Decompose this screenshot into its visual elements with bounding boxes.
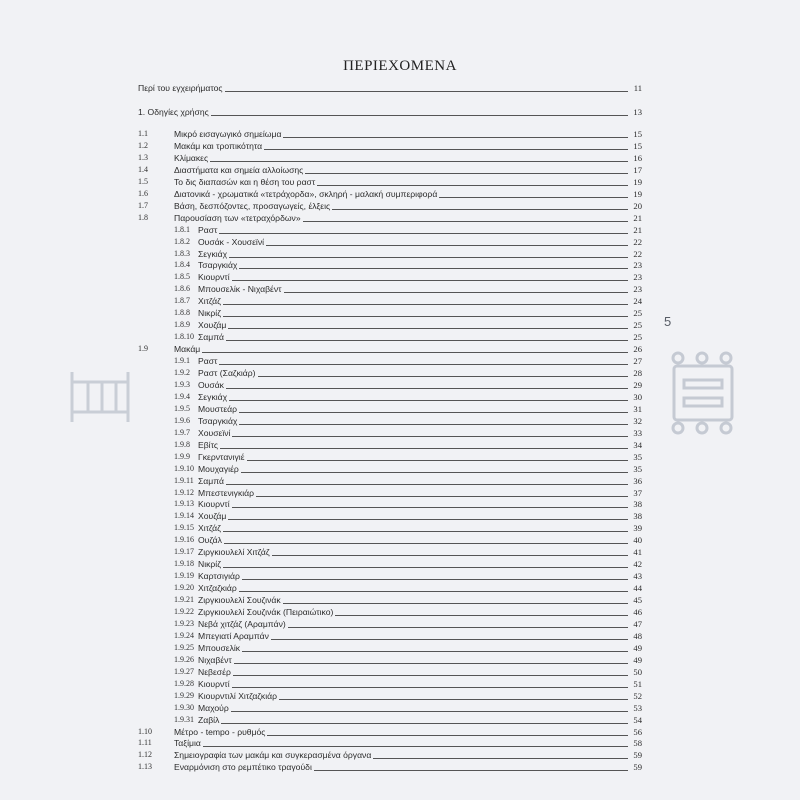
- toc-entry-title: 1. Οδηγίες χρήσης: [138, 107, 209, 117]
- toc-entry: [138, 224, 642, 236]
- toc-entry-number: 1.9.13: [174, 499, 194, 509]
- toc-entry-title: Ουσάκ: [198, 379, 224, 390]
- toc-entry-number: 1.9.29: [174, 690, 194, 700]
- toc-leader-line: [198, 388, 628, 389]
- toc-entry-title: Ταξίμια: [174, 738, 201, 749]
- toc-entry-number: 1.11: [138, 738, 152, 748]
- toc-entry-title: Καρτσιγιάρ: [198, 571, 240, 582]
- toc-entry-page: 32: [633, 415, 642, 426]
- toc-entry-number: 1.8.2: [174, 236, 190, 246]
- toc-entry-page: 36: [633, 475, 642, 486]
- toc-entry-page: 30: [633, 391, 642, 402]
- toc-entry: [138, 570, 642, 582]
- toc-entry-page: 34: [633, 439, 642, 450]
- toc-entry: [138, 475, 642, 487]
- toc-entry-title: Ζιργκιουλελί Σουζινάκ: [198, 595, 281, 606]
- toc-entry-number: 1.9.9: [174, 451, 190, 461]
- toc-entry-number: 1.7: [138, 200, 148, 210]
- toc-entry-number: 1.9.18: [174, 559, 194, 569]
- toc-entry: [138, 678, 642, 690]
- toc-entry-title: Χουσεϊνί: [198, 427, 231, 438]
- toc-entry-title: Εβίτς: [198, 439, 218, 450]
- toc-entry-number: 1.8.3: [174, 248, 190, 258]
- toc-entry-page: 28: [633, 368, 642, 378]
- toc-entry: [138, 558, 642, 570]
- toc-entry: [138, 415, 642, 427]
- toc-entry: [138, 248, 642, 260]
- toc-entry-number: 1.9.6: [174, 415, 190, 425]
- toc-entry-number: 1.9.1: [174, 356, 190, 366]
- toc-entry: [138, 212, 642, 224]
- toc-entry-page: 58: [633, 738, 642, 749]
- toc-entry-page: 59: [633, 762, 642, 773]
- toc-entry: [138, 140, 642, 152]
- toc-entry: [138, 606, 642, 618]
- toc-entry: [138, 391, 642, 403]
- toc-entry-title: Κιουρντί: [198, 678, 230, 689]
- toc-entry-title: Κιουρντιλί Χιτζαζκιάρ: [198, 690, 277, 701]
- toc-entry-page: 49: [633, 642, 642, 653]
- toc-entry: [138, 200, 642, 212]
- toc-entry-number: 1.8.6: [174, 284, 190, 294]
- toc-entry-page: 21: [633, 224, 642, 235]
- toc-leader-line: [198, 400, 628, 401]
- toc-entry-title: Χουζάμ: [198, 511, 227, 522]
- toc-entry-title: Χιτζάζ: [198, 296, 221, 307]
- toc-entry-title: Νεβά χιτζάζ (Αραμπάν): [198, 618, 286, 629]
- toc-entry-number: 1.9.10: [174, 463, 194, 473]
- toc-entry-title: Ζαβίλ: [198, 714, 220, 725]
- toc-entry-number: 1.4: [138, 164, 148, 174]
- toc-entry: [138, 319, 642, 331]
- toc-entry: [138, 534, 642, 546]
- toc-entry-title: Μουστεάρ: [198, 403, 238, 414]
- toc-entry-title: Μουχαγιέρ: [198, 463, 239, 474]
- toc-entry-number: 1.9.21: [174, 595, 194, 605]
- toc-entry-title: Περί του εγχειρήματος: [138, 83, 223, 93]
- toc-entry-title: Νικρίζ: [198, 308, 221, 319]
- toc-leader-line: [198, 424, 628, 425]
- toc-leader-line: [198, 507, 628, 508]
- toc-entry-number: 1.2: [138, 140, 148, 150]
- toc-entry: [138, 355, 642, 367]
- toc-entry-title: Νιχαβέντ: [198, 654, 232, 665]
- toc-entry-title: Διαστήματα και σημεία αλλοίωσης: [174, 164, 304, 175]
- toc-entry: [138, 259, 642, 271]
- toc-entry-page: 25: [633, 332, 642, 343]
- toc-entry-number: 1.1: [138, 129, 148, 138]
- toc-entry-number: 1.8.5: [174, 272, 190, 282]
- toc-entry-number: 1.5: [138, 176, 148, 186]
- toc-leader-line: [198, 651, 628, 652]
- toc-leader-line: [198, 280, 628, 281]
- toc-entry: [138, 642, 642, 654]
- toc-leader-line: [198, 472, 628, 473]
- toc-entry-page: 53: [633, 702, 642, 713]
- toc-entry: [138, 630, 642, 642]
- toc-entry-title: Νεβεσέρ: [198, 666, 231, 677]
- toc-entry-page: 26: [633, 344, 642, 355]
- toc-entry: [138, 152, 642, 164]
- toc-entry: [138, 594, 642, 606]
- toc-entry: [138, 737, 642, 749]
- toc-entry-number: 1.9.16: [174, 535, 194, 545]
- toc-entry-page: 23: [633, 272, 642, 283]
- toc-entry: [138, 498, 642, 510]
- toc-entry-page: 25: [633, 320, 642, 331]
- toc-entry: [138, 236, 642, 248]
- toc-entry-number: 1.6: [138, 188, 148, 198]
- toc-entry-number: 1.9.15: [174, 523, 194, 533]
- toc-entry-number: 1.9.26: [174, 654, 194, 664]
- toc-entry-page: 23: [633, 260, 642, 271]
- toc-entry: [138, 379, 642, 391]
- toc-entry: [138, 307, 642, 319]
- toc-entry-page: 45: [633, 595, 642, 606]
- toc-entry-title: Ουσάκ - Χουσεϊνί: [198, 236, 265, 247]
- toc-entry-page: 11: [633, 83, 642, 93]
- toc-leader-line: [198, 412, 628, 413]
- toc-entry-page: 13: [633, 107, 642, 117]
- toc-entry: [138, 427, 642, 439]
- toc-entry-title: Ζιργκιουλελί Σουζινάκ (Πειραιώτικο): [198, 607, 334, 617]
- toc-entry: [138, 546, 642, 558]
- toc-entry-page: 17: [633, 164, 642, 175]
- toc-entry-title: Σεγκιάχ: [198, 391, 228, 402]
- toc-entry-page: 31: [633, 403, 642, 414]
- toc-entry: [138, 176, 642, 188]
- toc-entry-number: 1.8.1: [174, 224, 190, 234]
- toc-entry-page: 15: [633, 140, 642, 151]
- toc-entry-number: 1.9.22: [174, 607, 194, 616]
- toc-entry-page: 52: [633, 690, 642, 701]
- toc-leader-line: [198, 484, 628, 485]
- toc-leader-line: [174, 352, 628, 353]
- toc-entry-number: 1.9.25: [174, 642, 194, 652]
- toc-entry-page: 50: [633, 666, 642, 677]
- toc-leader-line: [198, 436, 628, 437]
- toc-entry-number: 1.9.14: [174, 511, 194, 521]
- toc-entry-page: 48: [633, 630, 642, 641]
- toc-entry: [138, 82, 642, 94]
- toc-entry-page: 44: [633, 583, 642, 594]
- toc-entry-page: 46: [633, 607, 642, 617]
- toc-entry-title: Ζιργκιουλελί Χιτζάζ: [198, 547, 270, 558]
- toc-entry-page: 47: [633, 618, 642, 629]
- toc-entry-number: 1.8.10: [174, 332, 194, 342]
- toc-entry-page: 51: [633, 678, 642, 689]
- toc-entry-page: 23: [633, 284, 642, 295]
- toc-leader-line: [198, 460, 628, 461]
- toc-entry: [138, 463, 642, 475]
- toc-entry: [138, 726, 642, 738]
- toc-leader-line: [198, 257, 628, 258]
- toc-leader-line: [198, 567, 628, 568]
- toc-entry-page: 49: [633, 654, 642, 665]
- toc-entry-number: 1.9.28: [174, 678, 194, 688]
- toc-entry: [138, 331, 642, 343]
- toc-entry-page: 43: [633, 571, 642, 582]
- toc-leader-line: [198, 328, 628, 329]
- toc-entry-number: 1.13: [138, 762, 152, 772]
- toc-entry-page: 16: [633, 152, 642, 163]
- toc-leader-line: [198, 663, 628, 664]
- toc-entry-number: 1.12: [138, 750, 152, 760]
- toc-entry-number: 1.9.7: [174, 427, 190, 437]
- toc-entry-page: 56: [633, 726, 642, 737]
- toc-leader-line: [174, 161, 628, 162]
- toc-entry: [138, 522, 642, 534]
- toc-entry-number: 1.9.20: [174, 583, 194, 593]
- toc-entry-page: 22: [633, 248, 642, 259]
- toc-entry-title: Εναρμόνιση στο ρεμπέτικο τραγούδι: [174, 762, 312, 773]
- toc-entry: [138, 510, 642, 522]
- toc-entry-title: Μέτρο - tempo - ρυθμός: [174, 726, 266, 737]
- toc-entry: [138, 749, 642, 761]
- toc-entry-number: 1.9.23: [174, 618, 194, 628]
- toc-entry-title: Νικρίζ: [198, 559, 221, 570]
- toc-leader-line: [198, 723, 628, 724]
- toc-entry-page: 35: [633, 463, 642, 474]
- toc-entry-title: Σημειογραφία των μακάμ και συγκερασμένα όργανα: [174, 750, 372, 761]
- toc-entry-page: 39: [633, 523, 642, 534]
- toc-entry-title: Σεγκιάχ: [198, 248, 228, 259]
- toc-entry-title: Τσαργκιάχ: [198, 260, 238, 271]
- toc-entry-number: 1.9.8: [174, 439, 190, 449]
- toc-entry-title: Μακάμ και τροπικότητα: [174, 140, 263, 151]
- toc-entry: [138, 666, 642, 678]
- toc-entry-number: 1.9.19: [174, 571, 194, 581]
- toc-entry-page: 33: [633, 427, 642, 438]
- toc-entry-page: 24: [633, 296, 642, 307]
- toc-entry-page: 22: [633, 236, 642, 247]
- toc-entry: [138, 654, 642, 666]
- toc-entry-title: Μπουσελίκ: [198, 642, 241, 653]
- toc-leader-line: [198, 531, 628, 532]
- toc-entry: [138, 295, 642, 307]
- toc-entry: [138, 702, 642, 714]
- toc-entry-number: 1.9.4: [174, 391, 190, 401]
- toc-entry: [138, 128, 642, 140]
- toc-leader-line: [138, 115, 628, 116]
- toc-entry-title: Μικρό εισαγωγικό σημείωμα: [174, 129, 282, 139]
- toc-entry-number: 1.9.17: [174, 547, 194, 557]
- toc-leader-line: [198, 687, 628, 688]
- toc-entry-title: Διατονικά - χρωματικά «τετράχορδα», σκληρή - μαλακή συμπεριφορά: [174, 188, 438, 199]
- toc-leader-line: [198, 448, 628, 449]
- toc-entry-number: 1.8.4: [174, 260, 190, 270]
- toc-entry-title: Ουζάλ: [198, 535, 222, 546]
- toc-entry: [138, 164, 642, 176]
- toc-entry: [138, 451, 642, 463]
- toc-leader-line: [198, 364, 628, 365]
- toc-entry-title: Χιτζάζ: [198, 523, 221, 534]
- toc-entry: [138, 714, 642, 726]
- toc-entry-number: 1.8.8: [174, 308, 190, 318]
- toc-entry-title: Παρουσίαση των «τετραχόρδων»: [174, 212, 301, 223]
- toc-entry-title: Βάση, δεσπόζοντες, προσαγωγείς, έλξεις: [174, 200, 331, 211]
- toc-leader-line: [198, 591, 628, 592]
- toc-entry-title: Μπουσελίκ - Νιχαβέντ: [198, 284, 282, 295]
- toc-entry: [138, 690, 642, 702]
- toc-entry-title: Μαχούρ: [198, 702, 229, 713]
- toc-entry-page: 25: [633, 308, 642, 319]
- toc-leader-line: [198, 233, 628, 234]
- toc-entry-title: Ραστ: [198, 356, 218, 367]
- toc-entry-title: Χιτζαζκιάρ: [198, 583, 237, 594]
- toc-entry-title: Κλίμακες: [174, 152, 209, 163]
- toc-entry-page: 19: [633, 176, 642, 187]
- toc-entry-title: Ραστ: [198, 224, 218, 235]
- toc-entry-page: 42: [633, 559, 642, 570]
- toc-entry-title: Γκερντανιγιέ: [198, 451, 245, 462]
- toc-entry-title: Χουζάμ: [198, 320, 227, 331]
- toc-entry-title: Κιουρντί: [198, 272, 230, 283]
- toc-entry-number: 1.8.9: [174, 320, 190, 330]
- toc-entry-number: 1.9.27: [174, 666, 194, 676]
- toc-entry-page: 38: [633, 511, 642, 522]
- toc-entry-number: 1.10: [138, 726, 152, 736]
- toc-entry-number: 1.9.3: [174, 379, 190, 389]
- toc-leader-line: [198, 268, 628, 269]
- toc-entry-page: 15: [633, 129, 642, 139]
- toc-entry-page: 38: [633, 499, 642, 510]
- toc-entry-number: 1.9.2: [174, 368, 190, 377]
- toc-entry-page: 37: [633, 487, 642, 498]
- toc-entry-page: 27: [633, 356, 642, 367]
- toc-entry-title: Σαμπά: [198, 332, 225, 343]
- toc-leader-line: [198, 376, 628, 377]
- toc-entry-number: 1.9.12: [174, 487, 194, 497]
- toc-entry-title: Το δις διαπασών και η θέση του ραστ: [174, 176, 316, 187]
- toc-leader-line: [174, 746, 628, 747]
- toc-entry: [138, 439, 642, 451]
- toc-entry-page: 54: [633, 714, 642, 725]
- toc-entry: [138, 271, 642, 283]
- toc-entry-page: 40: [633, 535, 642, 546]
- toc-entry-title: Τσαργκιάχ: [198, 415, 238, 426]
- toc-entry-number: 1.9.31: [174, 714, 194, 724]
- toc-leader-line: [198, 675, 628, 676]
- toc-entry-number: 1.9.30: [174, 702, 194, 712]
- toc-entry: [138, 618, 642, 630]
- toc-entry-title: Σαμπά: [198, 475, 225, 486]
- toc-entry-page: 19: [633, 188, 642, 199]
- toc-leader-line: [198, 340, 628, 341]
- toc-entry-title: Κιουρντί: [198, 499, 230, 510]
- toc-entry-page: 29: [633, 379, 642, 390]
- toc-entry: [138, 188, 642, 200]
- toc-entry: [138, 106, 642, 118]
- toc-entry-title: Μακάμ: [174, 344, 201, 355]
- page-title: ΠΕΡΙΕΧΟΜΕΝΑ: [343, 58, 457, 74]
- toc-entry: [138, 487, 642, 499]
- toc-entry-number: 1.8: [138, 212, 148, 222]
- toc-entry-number: 1.9: [138, 344, 148, 354]
- toc-leader-line: [198, 304, 628, 305]
- toc-entry: [138, 283, 642, 295]
- toc-leader-line: [198, 519, 628, 520]
- toc-entry-number: 1.9.11: [174, 475, 194, 485]
- toc-entry-number: 1.9.24: [174, 630, 194, 640]
- toc-entry-number: 1.3: [138, 152, 148, 162]
- toc-entry: [138, 367, 642, 379]
- toc-entry-number: 1.9.5: [174, 403, 190, 413]
- toc-entry-title: Μπεγιατί Αραμπάν: [198, 630, 269, 641]
- toc-entry-page: 59: [633, 750, 642, 761]
- toc-leader-line: [198, 316, 628, 317]
- toc-entry-page: 35: [633, 451, 642, 462]
- side-page-number: 5: [664, 314, 672, 329]
- toc-entry-page: 41: [633, 547, 642, 558]
- toc-entry-page: 21: [633, 212, 642, 223]
- toc-entry-page: 20: [633, 200, 642, 211]
- toc-leader-line: [198, 543, 628, 544]
- toc-entry: [138, 761, 642, 773]
- toc-entry-title: Μπεστενιγκιάρ: [198, 487, 255, 498]
- toc-entry: [138, 582, 642, 594]
- toc-leader-line: [198, 496, 628, 497]
- toc-entry-title: Ραστ (Σαζκιάρ): [198, 368, 256, 378]
- toc-leader-line: [198, 711, 628, 712]
- toc-entry: [138, 403, 642, 415]
- toc-leader-line: [198, 579, 628, 580]
- toc-entry-number: 1.8.7: [174, 296, 190, 306]
- toc-entry: [138, 343, 642, 355]
